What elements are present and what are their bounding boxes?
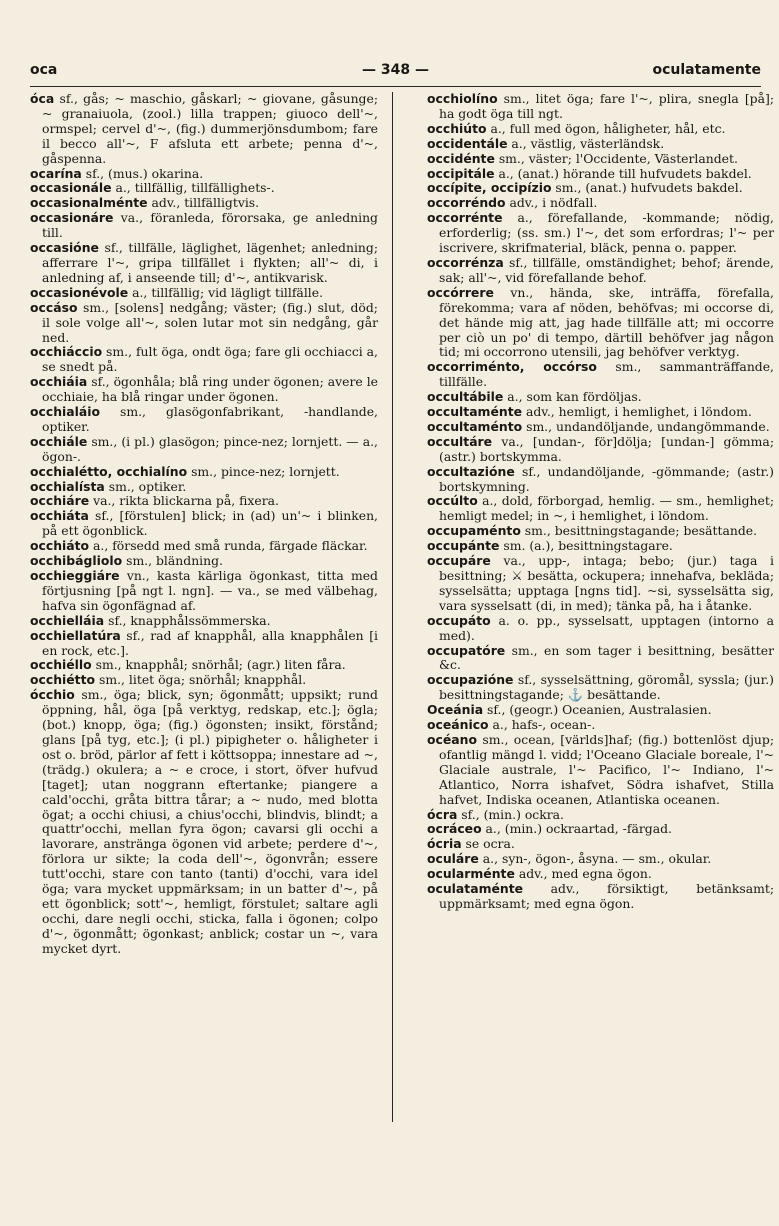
entry-headword: occupaménto: [427, 523, 521, 539]
entry-headword: occupazióne: [427, 672, 514, 688]
entry-definition: a., västlig, västerländsk.: [507, 135, 665, 151]
dictionary-entry: [427, 539, 774, 554]
entry-definition: sm., besittningstagande; besättande.: [520, 523, 758, 539]
entry-definition: sm. (a.), besittningstagare.: [499, 538, 673, 554]
dictionary-entry: [30, 241, 378, 286]
entry-headword: occultáre: [427, 433, 493, 449]
dictionary-entry: [427, 703, 774, 718]
dictionary-entry: [427, 360, 774, 390]
dictionary-entry: [427, 137, 774, 152]
entry-headword: occupatóre: [427, 642, 506, 658]
dictionary-entry: [30, 554, 378, 569]
entry-definition: sf., sysselsättning, göromål, syssla; (jur.) besittningstagande; ⚓ besättande.: [439, 672, 774, 703]
entry-definition: a. o. pp., sysselsatt, upptagen (intorno a med).: [439, 612, 774, 643]
entry-headword: occasionáre: [30, 210, 114, 226]
dictionary-entry: [30, 375, 378, 405]
entry-definition: adv., med egna ögon.: [514, 866, 652, 882]
entry-definition: sm., optiker.: [104, 478, 187, 494]
entry-headword: occidénte: [427, 150, 495, 166]
entry-headword: occhiáre: [30, 493, 90, 509]
entry-headword: ocráceo: [427, 821, 482, 837]
entry-definition: a., som kan fördöljas.: [503, 389, 642, 405]
entry-headword: occultazióne: [427, 463, 515, 479]
dictionary-entry: [427, 256, 774, 286]
entry-headword: occultábile: [427, 389, 504, 405]
left-column: [30, 92, 378, 957]
dictionary-entry: [427, 181, 774, 196]
entry-headword: oculáre: [427, 851, 479, 867]
entry-headword: ócchio: [30, 687, 75, 703]
dictionary-entry: [30, 196, 378, 211]
entry-definition: sm., ocean, [världs]haf; (fig.) bottenlöst djup; ofantlig mängd l. vidd; l'Oceano Glaciale boreale, l'~ Glaciale australe, l'~ Pacifico, l'~ Indiano, l'~ Atlantico, Norra ishafvet, Södra ishafvet, Stilla hafvet, Indiska oceanen, Atlantiska oceanen.: [439, 731, 774, 807]
dictionary-entry: [427, 196, 774, 211]
entry-headword: óca: [30, 91, 55, 106]
dictionary-entry: [30, 629, 378, 659]
entry-definition: sm., (anat.) hufvudets bakdel.: [551, 180, 743, 196]
entry-definition: sm., litet öga; snörhål; knapphål.: [95, 672, 307, 688]
page-number: — 348 —: [362, 62, 429, 78]
entry-definition: a., förefallande, -kommande; nödig, erforderlig; (ss. sm.) l'~, det som erfordras; l'~ per iscrivere, skrifmaterial, bläck, penna o. papper.: [439, 210, 774, 256]
entry-definition: sm., (i pl.) glasögon; pince-nez; lornjett. — a., ögon-.: [42, 433, 378, 464]
entry-headword: occupánte: [427, 538, 500, 554]
dictionary-entry: [30, 480, 378, 495]
entry-definition: sf., (geogr.) Oceanien, Australasien.: [483, 702, 712, 718]
dictionary-entry: [427, 733, 774, 808]
entry-definition: va., [undan-, för]dölja; [undan-] gömma; (astr.) bortskymma.: [439, 433, 774, 464]
dictionary-entry: [427, 644, 774, 674]
entry-headword: ócria: [427, 836, 462, 852]
dictionary-entry: [427, 808, 774, 823]
dictionary-entry: [30, 614, 378, 629]
entry-definition: sm., sammanträffande, tillfälle.: [439, 359, 774, 390]
entry-definition: sf., ögonhåla; blå ring under ögonen; avere le occhiaie, ha blå ringar under ögonen.: [42, 374, 378, 405]
entry-headword: occasionále: [30, 180, 112, 196]
dictionary-entry: [427, 554, 774, 614]
columns: [30, 91, 774, 1226]
dictionary-entry: [427, 718, 774, 733]
entry-definition: adv., försiktigt, betänksamt; uppmärksamt; med egna ögon.: [439, 881, 774, 911]
entry-headword: occupáre: [427, 553, 491, 569]
entry-definition: sm., pince-nez; lornjett.: [187, 463, 340, 479]
entry-definition: sm., knapphål; snörhål; (agr.) liten fåra.: [91, 657, 346, 673]
entry-headword: occupáto: [427, 612, 491, 628]
dictionary-entry: [30, 301, 378, 346]
entry-headword: occultaménte: [427, 404, 523, 420]
entry-definition: sm., glasögonfabrikant, -handlande, optiker.: [42, 404, 378, 434]
dictionary-entry: [30, 509, 378, 539]
entry-definition: adv., i nödfall.: [505, 195, 598, 211]
entry-definition: sm., väster; l'Occidente, Västerlandet.: [494, 150, 738, 166]
dictionary-entry: [30, 167, 378, 182]
entry-definition: sm., [solens] nedgång; väster; (fig.) slut, död; il sole volge all'~, solen lutar mot sin nedgång, går ned.: [42, 299, 378, 345]
entry-definition: sm., en som tager i besittning, besätter &c.: [439, 642, 774, 673]
entry-headword: occhiáto: [30, 538, 90, 554]
dictionary-entry: [427, 152, 774, 167]
entry-definition: sf., [förstulen] blick; in (ad) un'~ i blinken, på ett ögonblick.: [42, 508, 378, 539]
dictionary-entry: [427, 494, 774, 524]
entry-headword: occhieggiáre: [30, 568, 120, 583]
entry-headword: occorriménto, occórso: [427, 359, 597, 375]
entry-headword: oceánico: [427, 717, 489, 733]
dictionary-entry: [427, 405, 774, 420]
entry-definition: sf., (min.) ockra.: [457, 806, 564, 822]
entry-definition: sf., rad af knapphål, alla knapphålen [i en rock, etc.].: [42, 627, 378, 658]
dictionary-entry: [427, 122, 774, 137]
entry-headword: occhiétto: [30, 672, 96, 688]
entry-definition: a., full med ögon, håligheter, hål, etc.: [486, 120, 726, 136]
entry-definition: adv., tillfälligtvis.: [147, 195, 260, 211]
entry-definition: sm., öga; blick, syn; ögonmått; uppsikt; rund öppning, hål, öga [på verktyg, redskap, etc.]; ögla; (bot.) knopp, öga; (fig.) ögonsten; insikt, förstånd; glans [på tyg, etc.]; (i pl.) pipigheter o. håligheter i ost o. bröd, pärlor af fett i köttsoppa; innestare ad ~, (trädg.) okulera; a ~ e croce, i stort, öfver hufvud [taget]; utan noggrann eftertanke; piangere a cald'occhi, gråta bittra tårar; a ~ nudo, med blotta ögat; a occhi chiusi, a chius'occhi, blindvis, blindt; a quattr'occhi, mellan fyra ögon; cavarsi gli occhi a lavorare, anstränga ögonen vid arbete; perdere d'~, förlora ur sikte; la coda dell'~, ögonvrån; essere tutt'occhi, stare con tanto (tanti) d'occhi, vara idel öga; vara mycket uppmärksam; in un batter d'~, på ett ögonblick; sott'~, hemligt, förstulet; saltare agli occhi, dare negli occhi, sticka, falla i ögonen; colpo d'~, ögonmått; ögonkast; anblick; costar un ~, vara mycket dyrt.: [42, 687, 378, 956]
entry-headword: occhiúto: [427, 120, 487, 136]
entry-headword: occasióne: [30, 240, 99, 256]
entry-definition: vn., kasta kärliga ögonkast, titta med förtjusning [på ngt l. ngn]. — va., se med välbehag, hafva sin ögonfägnad af.: [42, 568, 378, 613]
header-first-word: oca: [30, 62, 58, 78]
entry-headword: occípite, occipízio: [427, 180, 552, 196]
entry-headword: occhialétto, occhialíno: [30, 463, 188, 479]
dictionary-entry: [30, 405, 378, 435]
entry-definition: sf., undandöljande, -gömmande; (astr.) bortskymning.: [439, 463, 774, 494]
entry-headword: occhiáccio: [30, 344, 103, 360]
dictionary-entry: [427, 420, 774, 435]
dictionary-entry: [427, 390, 774, 405]
dictionary-entry: [427, 524, 774, 539]
entry-headword: occorréndo: [427, 195, 506, 211]
entry-headword: occidentále: [427, 135, 508, 151]
dictionary-entry: [427, 673, 774, 703]
dictionary-entry: [30, 494, 378, 509]
entry-headword: océano: [427, 731, 477, 747]
dictionary-entry: [30, 569, 378, 614]
entry-headword: occultaménto: [427, 418, 523, 434]
entry-definition: vn., hända, ske, inträffa, förefalla, förekomma; vara af nöden, behöfvas; mi occorse di, det hände mig att, jag hade tillfälle att; mi occorre per ciò un po' di tempo, därtill behöfver jag någon tid; mi occorrono utensili, jag behöfver verktyg.: [439, 284, 774, 360]
dictionary-entry: [427, 614, 774, 644]
entry-definition: a., (min.) ockraartad, -färgad.: [481, 821, 672, 837]
entry-headword: occhiolíno: [427, 91, 498, 106]
entry-definition: va., upp-, intaga; bebo; (jur.) taga i besittning; ⚔ besätta, ockupera; innehafva, bekläda; sysselsätta; upptaga [ngns tid]. ~si, sysselsätta sig, vara sysselsatt (di, in med); tänka på, ha i åtanke.: [439, 553, 774, 613]
dictionary-entry: [30, 181, 378, 196]
entry-headword: occorrénza: [427, 254, 504, 270]
entry-definition: a., tillfällig; vid lägligt tillfälle.: [128, 284, 324, 300]
entry-headword: occorrénte: [427, 210, 503, 226]
dictionary-entry: [427, 822, 774, 837]
dictionary-entry: [30, 465, 378, 480]
entry-definition: a., dold, förborgad, hemlig. — sm., hemlighet; hemligt medel; in ~, i hemlighet, i löndom.: [439, 493, 774, 524]
entry-definition: va., rikta blickarna på, fixera.: [89, 493, 279, 509]
entry-headword: occhielláia: [30, 612, 105, 628]
entry-definition: sf., knapphålssömmerska.: [104, 612, 271, 628]
entry-headword: occhialáio: [30, 404, 100, 420]
dictionary-entry: [427, 837, 774, 852]
dictionary-entry: [427, 286, 774, 361]
dictionary-entry: [30, 673, 378, 688]
right-column: [427, 92, 774, 912]
entry-headword: occasionévole: [30, 284, 129, 300]
dictionary-entry: [30, 211, 378, 241]
entry-definition: a., hafs-, ocean-.: [488, 717, 596, 733]
dictionary-entry: [427, 882, 774, 912]
entry-definition: sm., bländning.: [122, 553, 223, 569]
entry-definition: adv., hemligt, i hemlighet, i löndom.: [522, 404, 752, 420]
dictionary-entry: [427, 435, 774, 465]
entry-definition: sf., (mus.) okarina.: [81, 165, 204, 181]
entry-headword: occhiále: [30, 433, 88, 449]
entry-definition: sf., gås; ~ maschio, gåskarl; ~ giovane, gåsunge; ~ granaiuola, (zool.) lilla trappen; giuoco dell'~, ormspel; cervel d'~, (fig.) dummerjönsdumbom; fare il becco all'~, F afsluta ett arbete; penna d'~, gåspenna.: [42, 91, 378, 166]
entry-definition: a., försedd med små runda, färgade fläckar.: [89, 538, 368, 554]
entry-definition: sf., tillfälle, läglighet, lägenhet; anledning; afferrare l'~, gripa tillfället i flykten; all'~ di, i anledning af, i anseende till; d'~, antikvarisk.: [42, 240, 378, 285]
dictionary-entry: [427, 92, 774, 122]
entry-headword: ocularménte: [427, 866, 515, 882]
entry-definition: va., föranleda, förorsaka, ge anledning till.: [42, 210, 378, 241]
column-divider: [392, 92, 393, 1122]
entry-headword: occipitále: [427, 165, 495, 181]
entry-definition: a., syn-, ögon-, åsyna. — sm., okular.: [478, 851, 712, 867]
entry-headword: occórrere: [427, 284, 494, 300]
entry-headword: occhialísta: [30, 478, 105, 494]
header-last-word: oculatamente: [652, 62, 761, 78]
dictionary-entry: [30, 688, 378, 956]
entry-definition: sf., tillfälle, omständighet; behof; ärende, sak; all'~, vid förefallande behof.: [439, 254, 774, 285]
entry-headword: occhiellatúra: [30, 627, 121, 643]
page-header: [30, 62, 761, 84]
dictionary-entry: [30, 92, 378, 167]
entry-definition: a., tillfällig, tillfällighets-.: [111, 180, 275, 196]
dictionary-entry: [30, 286, 378, 301]
entry-headword: occhibágliolo: [30, 553, 123, 569]
dictionary-entry: [30, 435, 378, 465]
entry-headword: Oceánia: [427, 702, 484, 718]
entry-headword: occhiéllo: [30, 657, 92, 673]
entry-headword: occasionalménte: [30, 195, 148, 211]
dictionary-entry: [30, 539, 378, 554]
dictionary-entry: [427, 852, 774, 867]
entry-definition: a., (anat.) hörande till hufvudets bakdel.: [494, 165, 752, 181]
entry-definition: sm., fult öga, ondt öga; fare gli occhiacci a, se snedt på.: [42, 344, 378, 375]
dictionary-entry: [427, 211, 774, 256]
entry-headword: occáso: [30, 299, 78, 315]
dictionary-entry: [30, 658, 378, 673]
entry-definition: sm., litet öga; fare l'~, plira, snegla [på]; ha godt öga till ngt.: [439, 91, 774, 121]
dictionary-entry: [30, 345, 378, 375]
entry-headword: occhiáia: [30, 374, 88, 390]
entry-headword: occhiáta: [30, 508, 89, 524]
dictionary-entry: [427, 465, 774, 495]
dictionary-entry: [427, 867, 774, 882]
entry-definition: sm., undandöljande, undangömmande.: [522, 418, 770, 434]
entry-headword: ocarína: [30, 165, 82, 181]
entry-headword: occúlto: [427, 493, 478, 509]
entry-definition: se ocra.: [461, 836, 515, 852]
header-rule: [30, 86, 761, 87]
entry-headword: ócra: [427, 806, 458, 822]
dictionary-entry: [427, 167, 774, 182]
entry-headword: oculataménte: [427, 881, 524, 897]
